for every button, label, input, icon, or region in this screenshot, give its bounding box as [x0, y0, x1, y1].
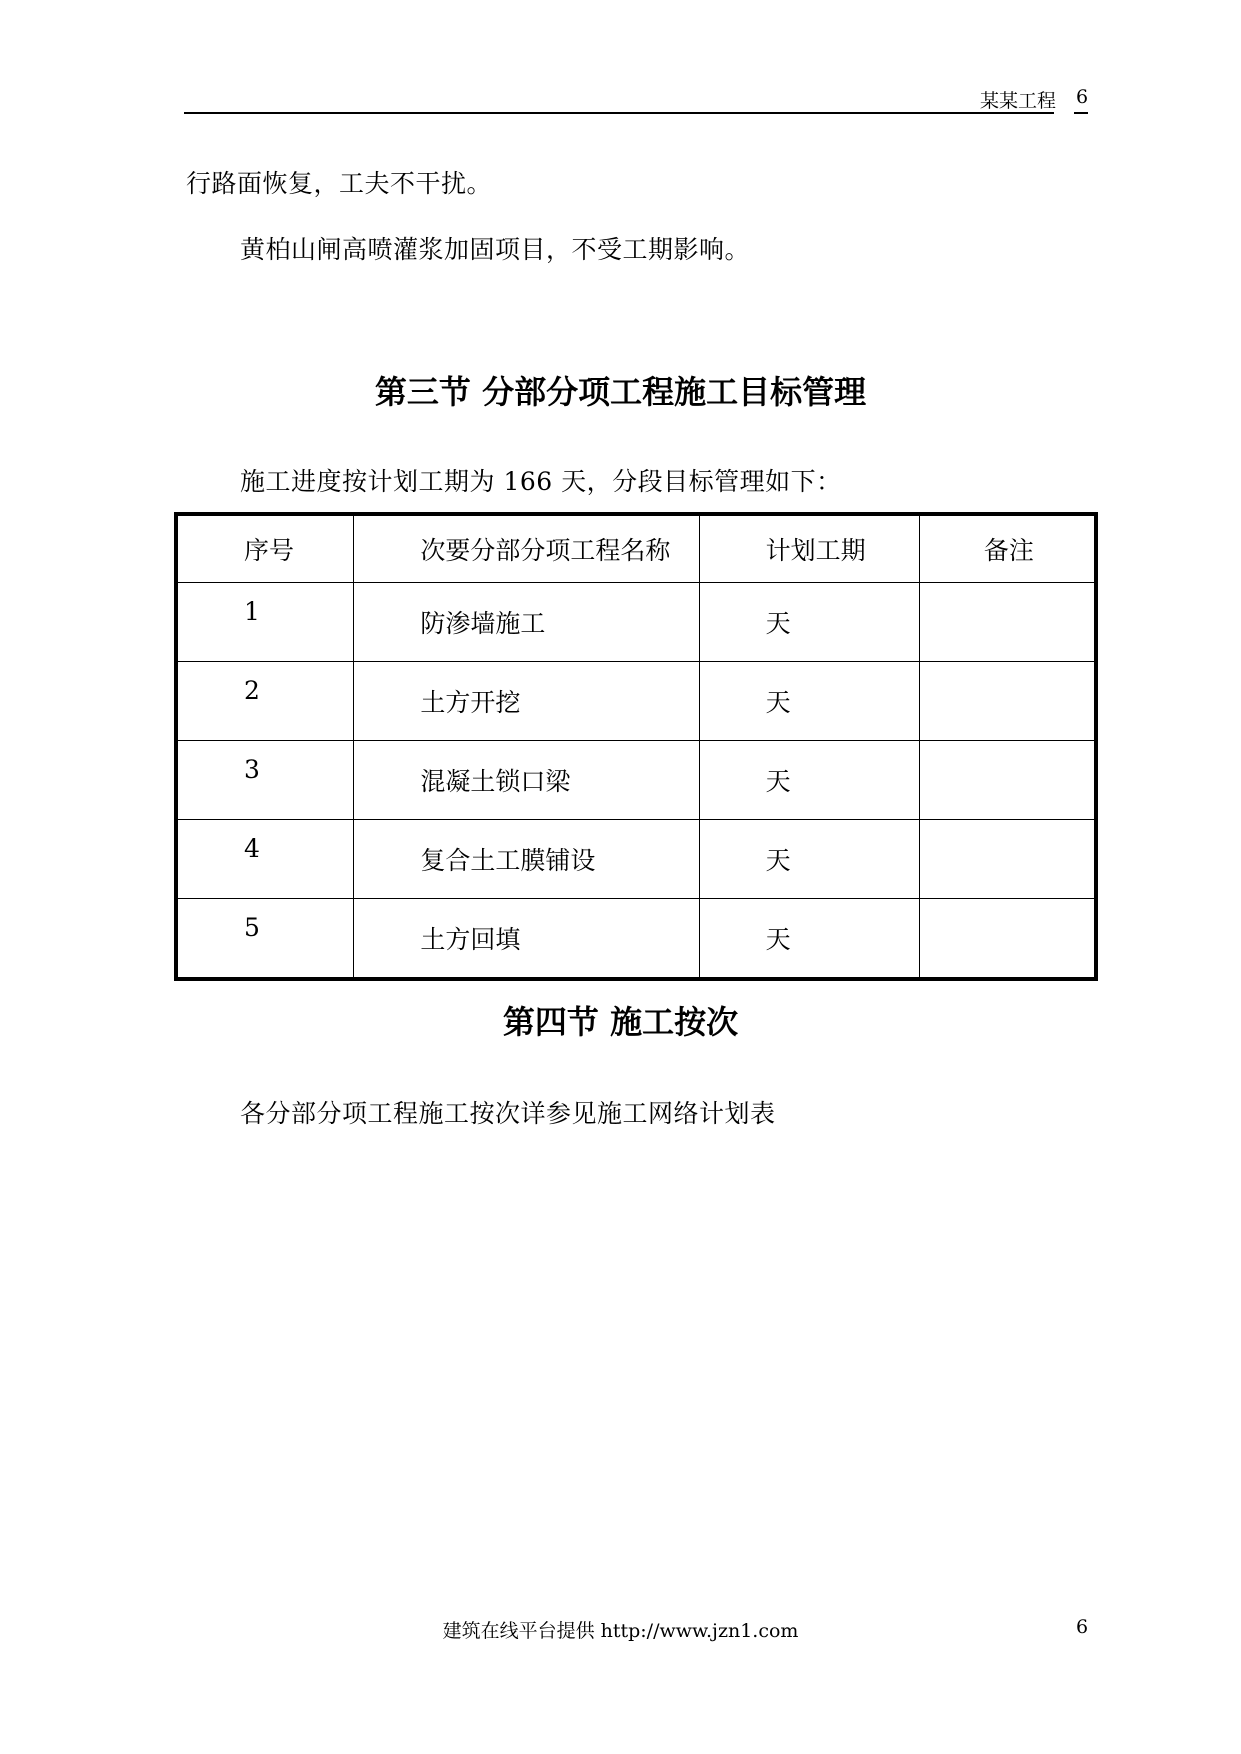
row-seq: 3 [176, 741, 354, 820]
table-row [176, 583, 1096, 662]
header-page-underline [1074, 112, 1088, 114]
table-row [176, 741, 1096, 820]
row-name: 防渗墙施工 [354, 583, 699, 662]
header-page-number: 6 [1076, 86, 1089, 108]
table-row [176, 820, 1096, 899]
row-note [919, 741, 1096, 820]
footer-credit: 建筑在线平台提供 http://www.jzn1.com [442, 1620, 799, 1642]
header-title: 某某工程 [980, 90, 1057, 112]
row-name: 土方回填 [354, 899, 699, 980]
header-note: 备注 [919, 514, 1096, 583]
sequence-paragraph: 各分部分项工程施工按次详参见施工网络计划表 [240, 1099, 776, 1128]
row-note [919, 662, 1096, 741]
row-seq: 4 [176, 820, 354, 899]
table-row [176, 662, 1096, 741]
row-duration: 天 [699, 662, 919, 741]
table-row [176, 899, 1096, 980]
row-name: 土方开挖 [354, 662, 699, 741]
row-duration: 天 [699, 583, 919, 662]
row-seq: 2 [176, 662, 354, 741]
paragraph-grouting: 黄柏山闸高喷灌浆加固项目，不受工期影响。 [240, 235, 751, 264]
schedule-table [174, 512, 1098, 981]
schedule-intro: 施工进度按计划工期为 166 天，分段目标管理如下： [240, 467, 842, 496]
header-seq: 序号 [176, 514, 354, 583]
header-duration: 计划工期 [699, 514, 919, 583]
row-note [919, 820, 1096, 899]
row-duration: 天 [699, 899, 919, 980]
footer-page-number: 6 [1076, 1616, 1089, 1638]
table-header-row [176, 514, 1096, 583]
header-name: 次要分部分项工程名称 [354, 514, 699, 583]
row-note [919, 583, 1096, 662]
row-duration: 天 [699, 741, 919, 820]
row-duration: 天 [699, 820, 919, 899]
row-name: 复合土工膜铺设 [354, 820, 699, 899]
paragraph-continuation: 行路面恢复，工夫不干扰。 [186, 169, 493, 198]
section-3-title: 第三节 分部分项工程施工目标管理 [374, 373, 867, 411]
row-seq: 5 [176, 899, 354, 980]
header-divider [184, 112, 1054, 114]
row-name: 混凝土锁口梁 [354, 741, 699, 820]
section-4-title: 第四节 施工按次 [502, 1003, 739, 1041]
row-note [919, 899, 1096, 980]
row-seq: 1 [176, 583, 354, 662]
